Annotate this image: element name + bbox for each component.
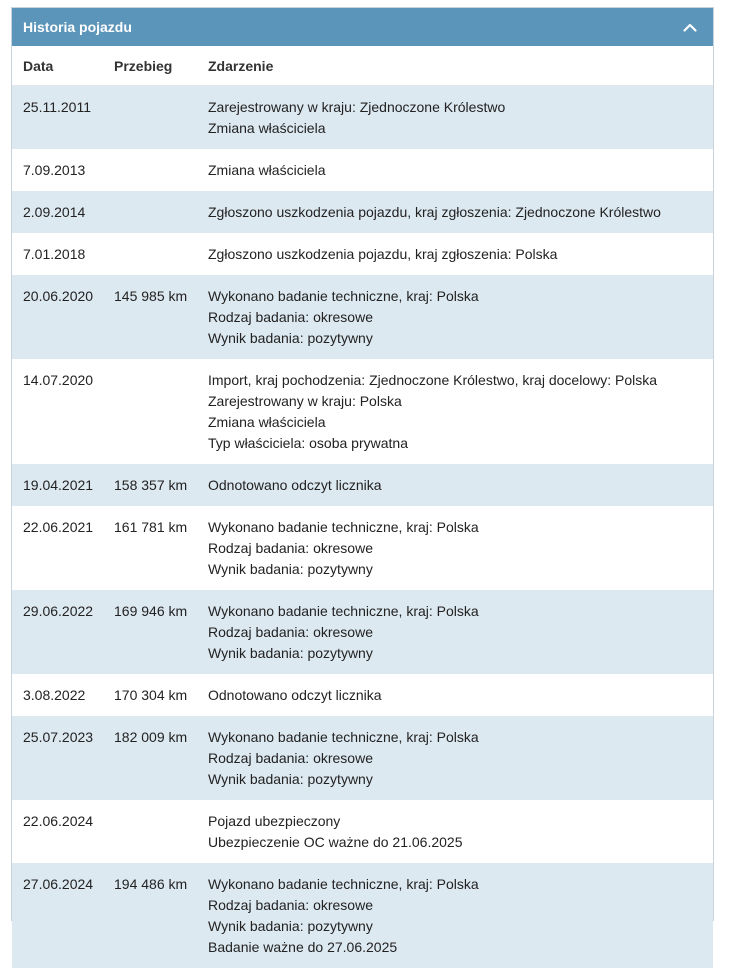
table-row xyxy=(12,506,713,590)
row-date: 14.07.2020 xyxy=(23,372,94,388)
event-line: Ubezpieczenie OC ważne do 21.06.2025 xyxy=(208,834,463,850)
row-date: 29.06.2022 xyxy=(23,603,94,619)
table-row xyxy=(12,800,713,863)
event-line: Odnotowano odczyt licznika xyxy=(208,477,382,493)
event-line: Rodzaj badania: okresowe xyxy=(208,624,373,640)
column-header-event: Zdarzenie xyxy=(208,57,274,74)
table-row xyxy=(12,464,713,506)
event-line: Zmiana właściciela xyxy=(208,414,326,430)
panel-header[interactable] xyxy=(12,8,713,46)
event-line: Rodzaj badania: okresowe xyxy=(208,750,373,766)
event-line: Wykonano badanie techniczne, kraj: Polska xyxy=(208,729,479,745)
row-date: 7.09.2013 xyxy=(23,162,86,178)
event-line: Zmiana właściciela xyxy=(208,120,326,136)
row-mileage xyxy=(114,202,208,223)
row-events xyxy=(208,202,713,223)
table-row xyxy=(12,191,713,233)
vehicle-history-panel xyxy=(11,7,714,955)
event-line: Wynik badania: pozytywny xyxy=(208,561,373,577)
row-mileage xyxy=(114,811,208,853)
table-row xyxy=(12,149,713,191)
row-events xyxy=(208,601,713,664)
event-line: Wykonano badanie techniczne, kraj: Polska xyxy=(208,876,479,892)
row-date: 25.11.2011 xyxy=(23,99,91,115)
event-line: Wynik badania: pozytywny xyxy=(208,918,373,934)
row-events xyxy=(208,370,713,454)
row-mileage: 194 486 km xyxy=(114,876,188,892)
column-header-date: Data xyxy=(23,57,54,74)
panel-title: Historia pojazdu xyxy=(23,19,132,35)
event-line: Badanie ważne do 27.06.2025 xyxy=(208,939,398,955)
row-date: 3.08.2022 xyxy=(23,687,86,703)
column-header-mileage: Przebieg xyxy=(114,57,173,74)
event-line: Wykonano badanie techniczne, kraj: Polska xyxy=(208,603,479,619)
row-date: 25.07.2023 xyxy=(23,729,94,745)
row-mileage xyxy=(114,160,208,181)
row-mileage: 169 946 km xyxy=(114,603,188,619)
row-events xyxy=(208,244,713,265)
event-line: Rodzaj badania: okresowe xyxy=(208,540,373,556)
row-mileage: 170 304 km xyxy=(114,687,188,703)
row-events xyxy=(208,727,713,790)
table-row xyxy=(12,86,713,149)
row-mileage xyxy=(114,370,208,454)
event-line: Rodzaj badania: okresowe xyxy=(208,897,373,913)
table-row xyxy=(12,590,713,674)
event-line: Zmiana właściciela xyxy=(208,162,326,178)
row-mileage: 161 781 km xyxy=(114,519,188,535)
history-table-body xyxy=(12,86,713,968)
chevron-up-icon[interactable] xyxy=(679,16,701,38)
row-date: 27.06.2024 xyxy=(23,876,94,892)
row-events xyxy=(208,517,713,580)
event-line: Zarejestrowany w kraju: Zjednoczone Królestwo xyxy=(208,99,506,115)
event-line: Import, kraj pochodzenia: Zjednoczone Królestwo, kraj docelowy: Polska xyxy=(208,372,657,388)
row-events xyxy=(208,160,713,181)
row-mileage xyxy=(114,97,208,139)
row-date: 2.09.2014 xyxy=(23,204,86,220)
row-mileage: 145 985 km xyxy=(114,288,188,304)
event-line: Pojazd ubezpieczony xyxy=(208,813,341,829)
event-line: Wynik badania: pozytywny xyxy=(208,645,373,661)
row-date: 20.06.2020 xyxy=(23,288,94,304)
table-row xyxy=(12,233,713,275)
event-line: Rodzaj badania: okresowe xyxy=(208,309,373,325)
row-date: 22.06.2021 xyxy=(23,519,94,535)
event-line: Odnotowano odczyt licznika xyxy=(208,687,382,703)
row-events xyxy=(208,97,713,139)
row-events xyxy=(208,286,713,349)
event-line: Typ właściciela: osoba prywatna xyxy=(208,435,408,451)
row-mileage: 182 009 km xyxy=(114,729,188,745)
row-events xyxy=(208,874,713,958)
event-line: Zarejestrowany w kraju: Polska xyxy=(208,393,402,409)
event-line: Wykonano badanie techniczne, kraj: Polska xyxy=(208,519,479,535)
event-line: Wynik badania: pozytywny xyxy=(208,771,373,787)
row-events xyxy=(208,685,713,706)
event-line: Wynik badania: pozytywny xyxy=(208,330,373,346)
event-line: Wykonano badanie techniczne, kraj: Polska xyxy=(208,288,479,304)
event-line: Zgłoszono uszkodzenia pojazdu, kraj zgłoszenia: Polska xyxy=(208,246,558,262)
table-row xyxy=(12,359,713,464)
row-events xyxy=(208,475,713,496)
table-row xyxy=(12,716,713,800)
row-mileage xyxy=(114,244,208,265)
table-row xyxy=(12,275,713,359)
table-header xyxy=(12,46,713,86)
row-date: 19.04.2021 xyxy=(23,477,94,493)
table-row xyxy=(12,863,713,968)
table-row xyxy=(12,674,713,716)
event-line: Zgłoszono uszkodzenia pojazdu, kraj zgłoszenia: Zjednoczone Królestwo xyxy=(208,204,661,220)
row-events xyxy=(208,811,713,853)
row-date: 7.01.2018 xyxy=(23,246,86,262)
row-date: 22.06.2024 xyxy=(23,813,94,829)
row-mileage: 158 357 km xyxy=(114,477,188,493)
